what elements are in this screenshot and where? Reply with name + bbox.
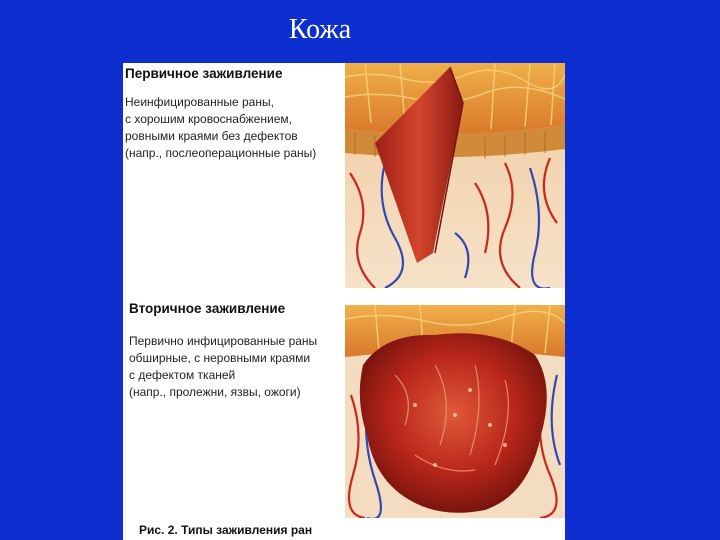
slide-title: Кожа bbox=[288, 14, 352, 45]
secondary-desc-line-3: с дефектом тканей bbox=[129, 368, 236, 382]
primary-healing-title: Первичное заживление bbox=[125, 66, 283, 81]
primary-desc-line-4: (напр., послеоперационные раны) bbox=[125, 146, 317, 160]
primary-desc-line-2: с хорошим кровоснабжением, bbox=[125, 112, 292, 126]
healing-figure bbox=[123, 63, 565, 540]
primary-healing-illustration bbox=[345, 63, 565, 288]
figure-caption: Рис. 2. Типы заживления ран bbox=[139, 523, 313, 537]
secondary-healing-illustration bbox=[345, 305, 565, 518]
secondary-desc-line-4: (напр., пролежни, язвы, ожоги) bbox=[129, 385, 301, 399]
primary-desc-line-3: ровными краями без дефектов bbox=[125, 129, 298, 143]
secondary-healing-title: Вторичное заживление bbox=[129, 301, 286, 316]
secondary-desc-line-1: Первично инфицированные раны bbox=[129, 334, 318, 348]
secondary-desc-line-2: обширные, с неровными краями bbox=[129, 351, 311, 365]
primary-desc-line-1: Неинфицированные раны, bbox=[125, 95, 274, 109]
